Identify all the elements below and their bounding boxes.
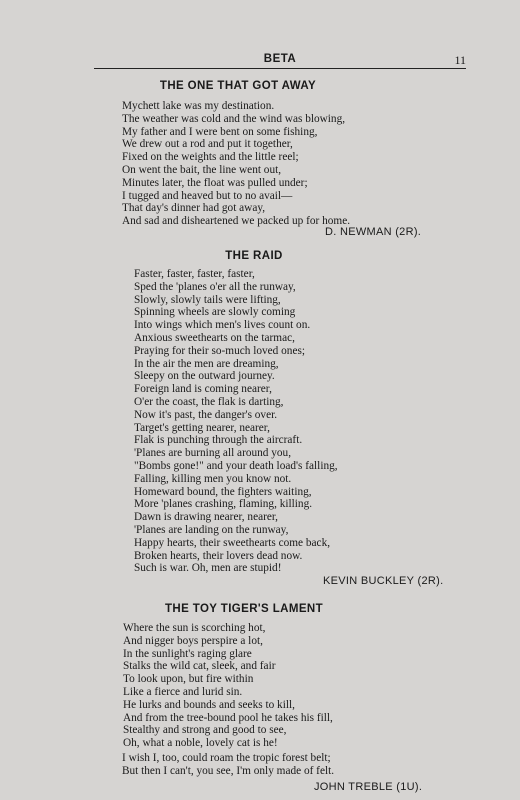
- verse-line: Target's getting nearer, nearer,: [134, 421, 270, 434]
- verse-line: Into wings which men's lives count on.: [134, 319, 311, 332]
- verse-line: And nigger boys perspire a lot,: [123, 634, 263, 647]
- poem-title-toy-tigers-lament: THE TOY TIGER'S LAMENT: [164, 603, 324, 615]
- poem-closing-lines-toy-tigers-lament: [122, 752, 334, 778]
- verse-line: More 'planes crashing, flaming, killing.: [134, 498, 313, 511]
- verse-line: We drew out a rod and put it together,: [122, 138, 293, 151]
- verse-line: Spinning wheels are slowly coming: [134, 306, 296, 319]
- verse-line: Sped the 'planes o'er all the runway,: [134, 280, 296, 293]
- poem-title-one-that-got-away: THE ONE THAT GOT AWAY: [159, 80, 317, 92]
- poem-author-newman: D. NEWMAN (2R).: [325, 226, 422, 238]
- verse-line: Stalks the wild cat, sleek, and fair: [123, 660, 276, 673]
- verse-line: In the sunlight's raging glare: [123, 647, 252, 660]
- verse-line: Such is war. Oh, men are stupid!: [134, 562, 282, 575]
- poem-title-the-raid: THE RAID: [225, 250, 283, 262]
- verse-line: Slowly, slowly tails were lifting,: [134, 293, 281, 306]
- verse-line: Mychett lake was my destination.: [122, 100, 275, 112]
- verse-line: Stealthy and strong and good to see,: [123, 724, 287, 737]
- verse-line: Faster, faster, faster, faster,: [134, 268, 255, 280]
- verse-line: To look upon, but fire within: [123, 673, 254, 686]
- verse-line: Minutes later, the float was pulled under;: [122, 176, 308, 189]
- verse-line: That day's dinner had got away,: [122, 202, 266, 215]
- page-header: [94, 53, 466, 67]
- verse-line: I tugged and heaved but to no avail—: [122, 189, 293, 202]
- verse-line: Flak is punching through the aircraft.: [134, 434, 303, 447]
- verse-line: O'er the coast, the flak is darting,: [134, 395, 284, 408]
- verse-line: He lurks and bounds and seeks to kill,: [123, 698, 295, 711]
- verse-line: My father and I were bent on some fishing,: [122, 125, 318, 138]
- verse-line: Foreign land is coming nearer,: [134, 383, 272, 396]
- verse-line: Homeward bound, the fighters waiting,: [134, 485, 312, 498]
- poem-author-buckley: KEVIN BUCKLEY (2R).: [323, 575, 444, 587]
- poem-author-treble: JOHN TREBLE (1U).: [314, 781, 423, 793]
- verse-line: 'Planes are burning all around you,: [134, 447, 292, 460]
- verse-line: I wish I, too, could roam the tropic forest belt;: [122, 752, 331, 764]
- verse-line: 'Planes are landing on the runway,: [134, 523, 289, 536]
- verse-line: Falling, killing men you know not.: [134, 472, 292, 485]
- header-rule: [94, 68, 466, 69]
- verse-line: Oh, what a noble, lovely cat is he!: [123, 737, 278, 750]
- verse-line: And from the tree-bound pool he takes his fill,: [123, 711, 333, 724]
- verse-line: In the air the men are dreaming,: [134, 357, 279, 370]
- verse-line: Anxious sweethearts on the tarmac,: [134, 331, 295, 344]
- verse-line: On went the bait, the line went out,: [122, 163, 282, 176]
- verse-line: Dawn is drawing nearer, nearer,: [134, 511, 279, 524]
- verse-line: Like a fierce and lurid sin.: [123, 685, 243, 698]
- verse-line: Happy hearts, their sweethearts come back,: [134, 536, 331, 549]
- page-number: 11: [454, 53, 466, 67]
- verse-line: The weather was cold and the wind was blowing,: [122, 112, 346, 125]
- verse-line: Sleepy on the outward journey.: [134, 370, 275, 383]
- poem-verse-one-that-got-away: [122, 100, 350, 228]
- verse-line: But then I can't, you see, I'm only made of felt.: [122, 764, 335, 777]
- poem-verse-the-raid: [134, 268, 338, 575]
- running-title: BETA: [263, 53, 297, 65]
- verse-line: Praying for their so-much loved ones;: [134, 344, 305, 357]
- verse-line: Where the sun is scorching hot,: [123, 622, 266, 634]
- verse-line: Now it's past, the danger's over.: [134, 408, 278, 421]
- verse-line: "Bombs gone!" and your death load's falling,: [134, 459, 338, 472]
- verse-line: And sad and disheartened we packed up for home.: [122, 215, 351, 228]
- verse-line: Broken hearts, their lovers dead now.: [134, 549, 303, 562]
- poem-verse-toy-tigers-lament: [123, 622, 333, 750]
- verse-line: Fixed on the weights and the little reel;: [122, 151, 299, 164]
